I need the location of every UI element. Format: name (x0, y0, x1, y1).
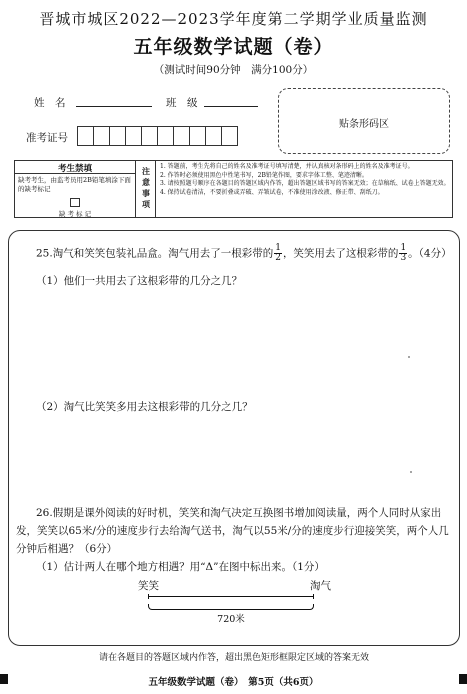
name-field[interactable] (76, 95, 152, 107)
stray-dot (410, 471, 412, 473)
question-25 (36, 244, 452, 263)
fraction-one-third (399, 244, 407, 263)
question-26-line-1: 26.假期是课外阅读的好时机，笑笑和淘气决定互换图书增加阅读量，两个人同时从家出 (36, 507, 442, 519)
question-25-part-2: （2）淘气比笑笑多用去这根彩带的几分之几？ (36, 401, 253, 413)
distance-brace (148, 604, 314, 610)
question-26-part-1: （1）估计两人在哪个地方相遇？用“Δ”在图中标出来。（1分） (36, 561, 325, 573)
question-26-line-2: 发，笑笑以65米/分的速度步行去给淘气送书，淘气以55米/分的速度步行迎接笑笑，两个人几 (16, 525, 449, 537)
notice-heading-char: 意 (142, 177, 150, 187)
exam-number-cell[interactable] (109, 126, 126, 146)
exam-number-cells[interactable] (78, 126, 238, 146)
distance-start-tick (148, 594, 149, 599)
absence-instruction: 缺考考生，由监考员用2B铅笔填涂下面的缺考标记 (18, 176, 131, 193)
notice-item: 1. 答题前，考生先将自己的姓名及准考证号填写清楚，并认真核对条形码上的姓名及准考证号。 (160, 163, 414, 170)
distance-value: 720米 (217, 614, 245, 625)
exam-header: 晋城市城区2022—2023学年度第二学期学业质量监测 (39, 10, 428, 28)
exam-number-cell[interactable] (141, 126, 158, 146)
question-25-text-c: 。（4分） (408, 247, 452, 260)
barcode-sticker-label: 贴条形码区 (339, 119, 389, 130)
class-label: 班 级 (166, 97, 198, 109)
page-title: 五年级数学试题（卷） (133, 36, 334, 58)
stray-dot (408, 356, 410, 358)
notice-heading-char: 项 (142, 199, 150, 209)
exam-number-cell[interactable] (221, 126, 238, 146)
distance-line[interactable] (148, 596, 314, 597)
absence-mark-label: 缺 考 标 记 (58, 210, 92, 218)
exam-number-cell[interactable] (77, 126, 94, 146)
page-number: 五年级数学试题（卷） 第5页（共6页） (148, 677, 319, 688)
exam-number-cell[interactable] (157, 126, 174, 146)
answer-area-notice: 请在各题目的答题区域内作答，超出黑色矩形框限定区域的答案无效 (98, 653, 369, 663)
exam-number-label: 准考证号 (26, 132, 68, 144)
notice-item: 2. 作答时必须使用黑色中性笔书写，2B铅笔作图，要求字体工整、笔迹清晰。 (160, 171, 368, 179)
examinee-forbidden-heading: 考生禁填 (57, 164, 92, 174)
notice-item: 4. 保持试卷清洁，不要折叠或弄破、弄皱试卷，不准使用涂改液、修正带、刮纸刀。 (160, 188, 384, 196)
exam-subtitle: （测试时间90分钟 满分100分） (153, 64, 314, 76)
fraction-denominator: 2 (275, 253, 281, 263)
notice-items (160, 163, 450, 197)
class-field[interactable] (204, 95, 258, 107)
diagram-label-taoqi: 淘气 (310, 580, 331, 592)
absence-mark-checkbox[interactable] (70, 198, 80, 207)
exam-number-cell[interactable] (125, 126, 142, 146)
fraction-numerator: 1 (400, 243, 407, 253)
question-26-line-3: 分钟后相遇？（6分） (16, 543, 118, 555)
notice-heading (136, 166, 156, 210)
notice-item: 3. 请按照题号顺序在各题目的答题区域内作答，超出答题区域书写的答案无效；在草稿纸、试卷上答题无效。 (160, 180, 450, 188)
exam-number-cell[interactable] (205, 126, 222, 146)
exam-number-cell[interactable] (189, 126, 206, 146)
notice-heading-char: 注 (142, 166, 150, 176)
question-25-part-1: （1）他们一共用去了这根彩带的几分之几？ (36, 275, 243, 287)
notice-divider (14, 173, 136, 174)
notice-heading-char: 事 (142, 188, 150, 198)
fraction-one-half (274, 244, 282, 263)
question-25-text-a: 25.淘气和笑笑包装礼品盒。淘气用去了一根彩带的 (36, 247, 274, 260)
fraction-numerator: 1 (275, 243, 281, 253)
question-25-text-b: ，笑笑用去了这根彩带的 (282, 247, 399, 260)
name-label: 姓 名 (34, 97, 66, 109)
fraction-denominator: 3 (400, 253, 407, 263)
diagram-label-xiaoxiao: 笑笑 (138, 580, 159, 592)
distance-end-tick (313, 594, 314, 599)
answer-area[interactable] (8, 230, 460, 646)
exam-number-cell[interactable] (173, 126, 190, 146)
exam-number-cell[interactable] (93, 126, 110, 146)
